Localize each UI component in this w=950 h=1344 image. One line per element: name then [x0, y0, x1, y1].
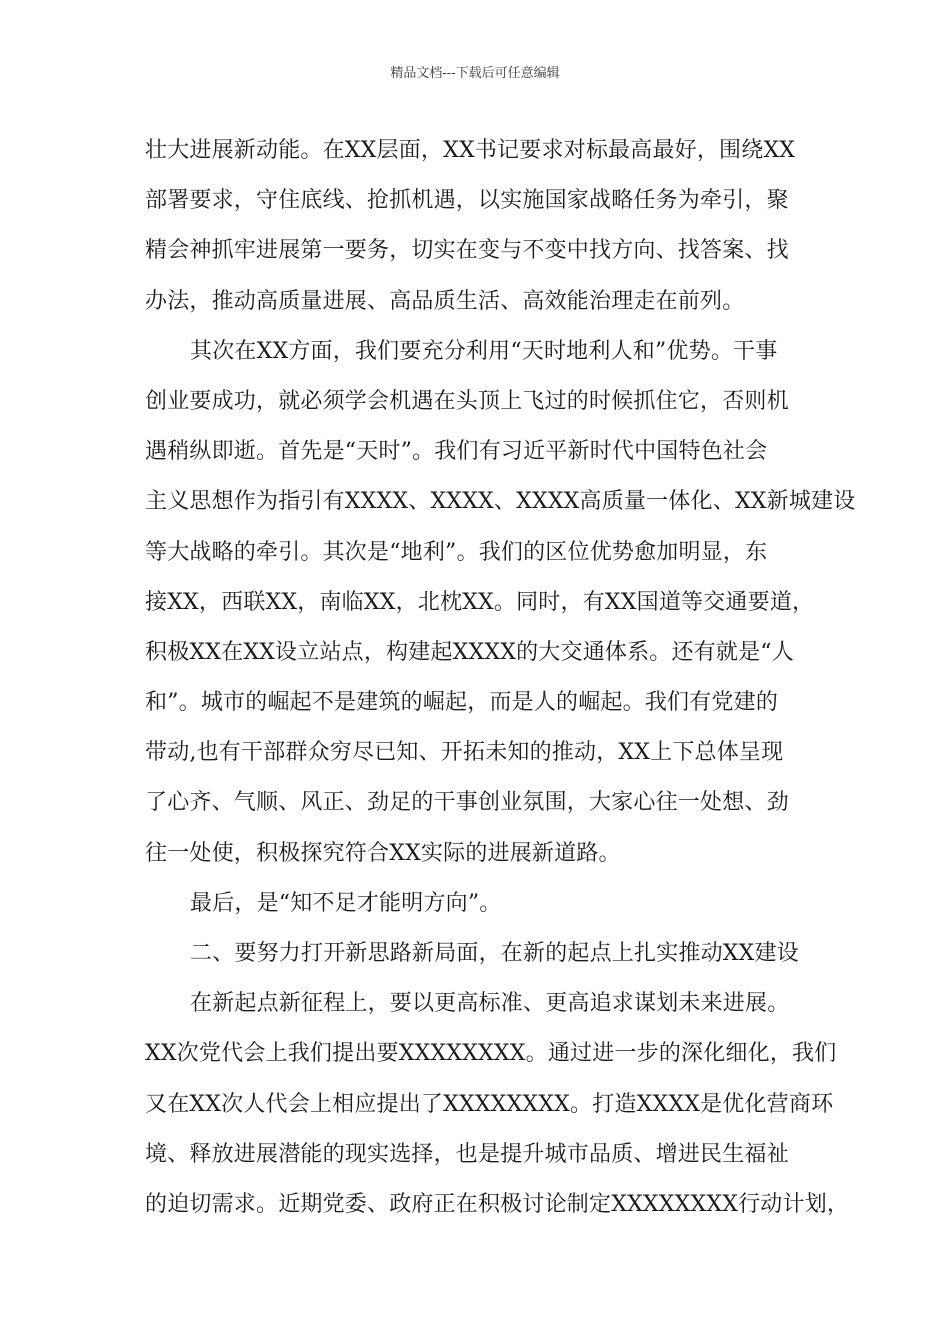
- text-line: 办法，推动高质量进展、高品质生活、高效能治理走在前列。: [145, 288, 745, 314]
- text-line: 部署要求，守住底线、抢抓机遇，以实施国家战略任务为牵引，聚: [145, 188, 789, 214]
- text-line: 其次在XX方面，我们要充分利用“天时地利人和”优势。干事: [190, 338, 778, 364]
- text-line: 创业要成功，就必须学会机遇在头顶上飞过的时候抓住它，否则机: [145, 388, 789, 414]
- text-line: 等大战略的牵引。其次是“地利”。我们的区位优势愈加明显，东: [145, 539, 768, 565]
- text-line: 又在XX次人代会上相应提出了XXXXXXXX。打造XXXX是优化营商环: [145, 1091, 834, 1117]
- document-body: [145, 131, 856, 1235]
- section-heading: 二、要努力打开新思路新局面，在新的起点上扎实推动XX建设: [190, 941, 799, 966]
- text-line: 壮大进展新动能。在XX层面，XX书记要求对标最高最好，围绕XX: [145, 138, 796, 163]
- text-line: 往一处使，积极探究符合XX实际的进展新道路。: [145, 840, 621, 866]
- text-line: 主义思想作为指引有XXXX、XXXX、XXXX高质量一体化、XX新城建设: [145, 489, 856, 515]
- text-line: 精会神抓牢进展第一要务，切实在变与不变中找方向、找答案、找: [145, 238, 789, 264]
- text-line: 积极XX在XX设立站点，构建起XXXX的大交通体系。还有就是“人: [145, 639, 794, 665]
- text-line: 的迫切需求。近期党委、政府正在积极讨论制定XXXXXXXX行动计划，: [145, 1191, 850, 1217]
- text-line: 接XX，西联XX，南临XX，北枕XX。同时，有XX国道等交通要道，: [145, 589, 815, 615]
- text-line: XX次党代会上我们提出要XXXXXXXX。通过进一步的深化细化，我们: [145, 1041, 837, 1067]
- text-line: 在新起点新征程上，要以更高标准、更高追求谋划未来进展。: [190, 991, 790, 1017]
- text-line: 和”。城市的崛起不是建筑的崛起，而是人的崛起。我们有党建的: [145, 690, 779, 716]
- text-line: 境、释放进展潜能的现实选择，也是提升城市品质、增进民生福祉: [145, 1141, 789, 1167]
- text-line: 最后，是“知不足才能明方向”。: [190, 890, 502, 916]
- text-line: 了心齐、气顺、风正、劲足的干事创业氛围，大家心往一处想、劲: [145, 790, 789, 816]
- text-line: 带动,也有干部群众穷尽已知、开拓未知的推动，XX上下总体呈现: [145, 740, 784, 766]
- text-line: 遇稍纵即逝。首先是“天时”。我们有习近平新时代中国特色社会: [145, 439, 768, 465]
- page-header: 精品文档---下载后可任意编辑: [390, 66, 560, 81]
